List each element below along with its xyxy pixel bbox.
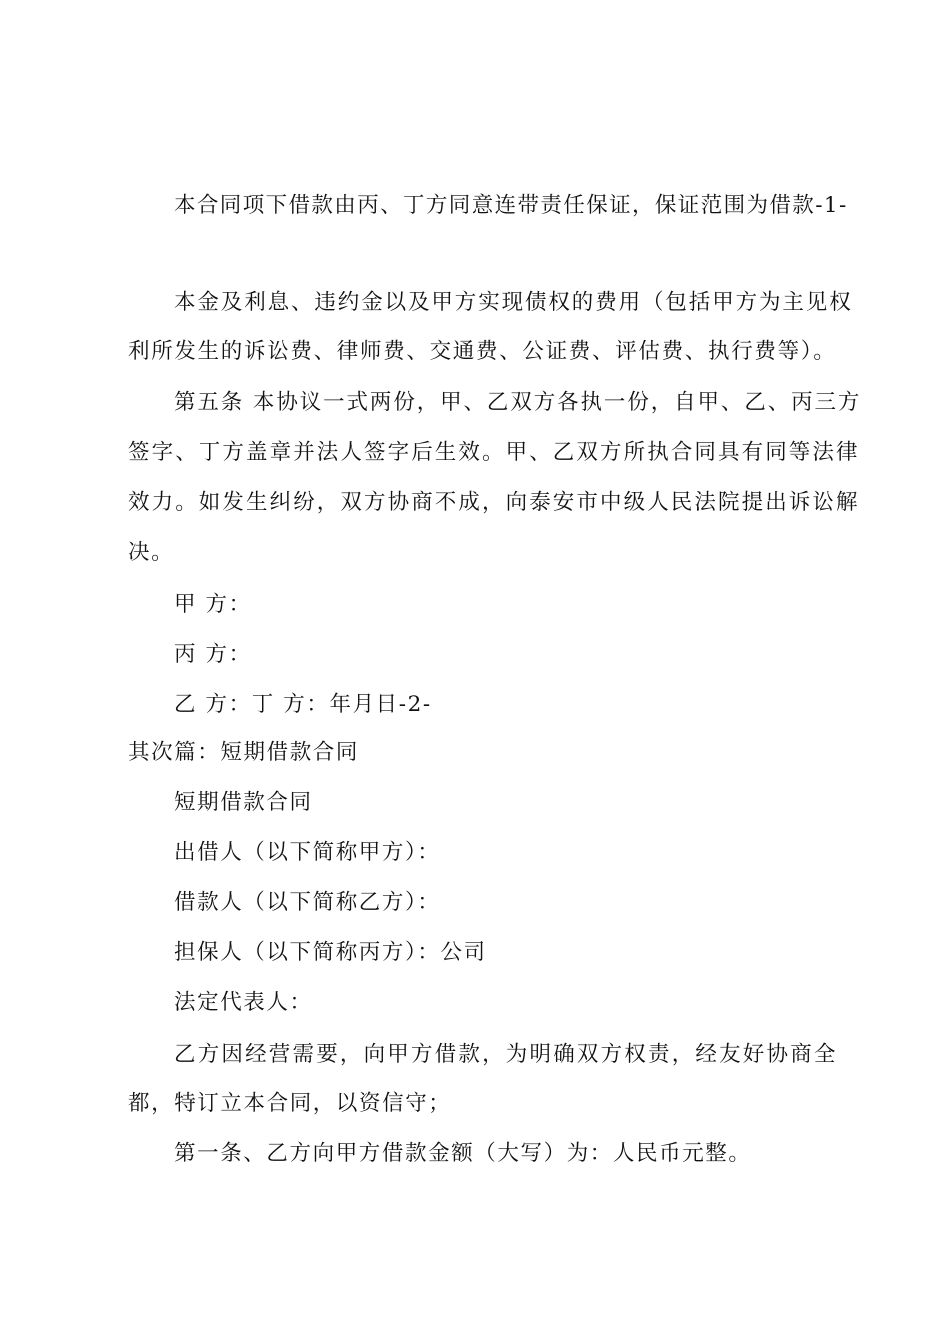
preamble-line-2: 都，特订立本合同，以资信守； bbox=[128, 1091, 452, 1116]
contract-title: 短期借款合同 bbox=[174, 790, 313, 815]
legal-representative-line: 法定代表人： bbox=[174, 990, 313, 1015]
paragraph-guarantee-line-3: 利所发生的诉讼费、律师费、交通费、公证费、评估费、执行费等）。 bbox=[128, 339, 837, 364]
section-heading: 其次篇：短期借款合同 bbox=[128, 740, 360, 765]
article-five-line-4: 决。 bbox=[128, 540, 175, 565]
preamble-line-1: 乙方因经营需要，向甲方借款，为明确双方权责，经友好协商全 bbox=[174, 1042, 838, 1067]
paragraph-guarantee-line-1: 本合同项下借款由丙、丁方同意连带责任保证，保证范围为借款-1- bbox=[174, 193, 848, 218]
article-five-line-1: 第五条 本协议一式两份，甲、乙双方各执一份，自甲、乙、丙三方 bbox=[174, 390, 862, 415]
lender-line: 出借人（以下简称甲方）： bbox=[174, 840, 441, 865]
article-five-line-2: 签字、丁方盖章并法人签字后生效。甲、乙双方所执合同具有同等法律 bbox=[128, 440, 860, 465]
article-one-line: 第一条、乙方向甲方借款金额（大写）为：人民币元整。 bbox=[174, 1141, 752, 1166]
article-five-line-3: 效力。如发生纠纷，双方协商不成，向泰安市中级人民法院提出诉讼解 bbox=[128, 490, 860, 515]
signature-party-b-d-date: 乙 方：丁 方：年月日-2- bbox=[174, 692, 432, 717]
signature-party-c: 丙 方： bbox=[174, 642, 252, 667]
paragraph-guarantee-line-2: 本金及利息、违约金以及甲方实现债权的费用（包括甲方为主见权 bbox=[174, 290, 853, 315]
borrower-line: 借款人（以下简称乙方）： bbox=[174, 890, 441, 915]
signature-party-a: 甲 方： bbox=[174, 592, 252, 617]
guarantor-line: 担保人（以下简称丙方）：公司 bbox=[174, 940, 487, 965]
